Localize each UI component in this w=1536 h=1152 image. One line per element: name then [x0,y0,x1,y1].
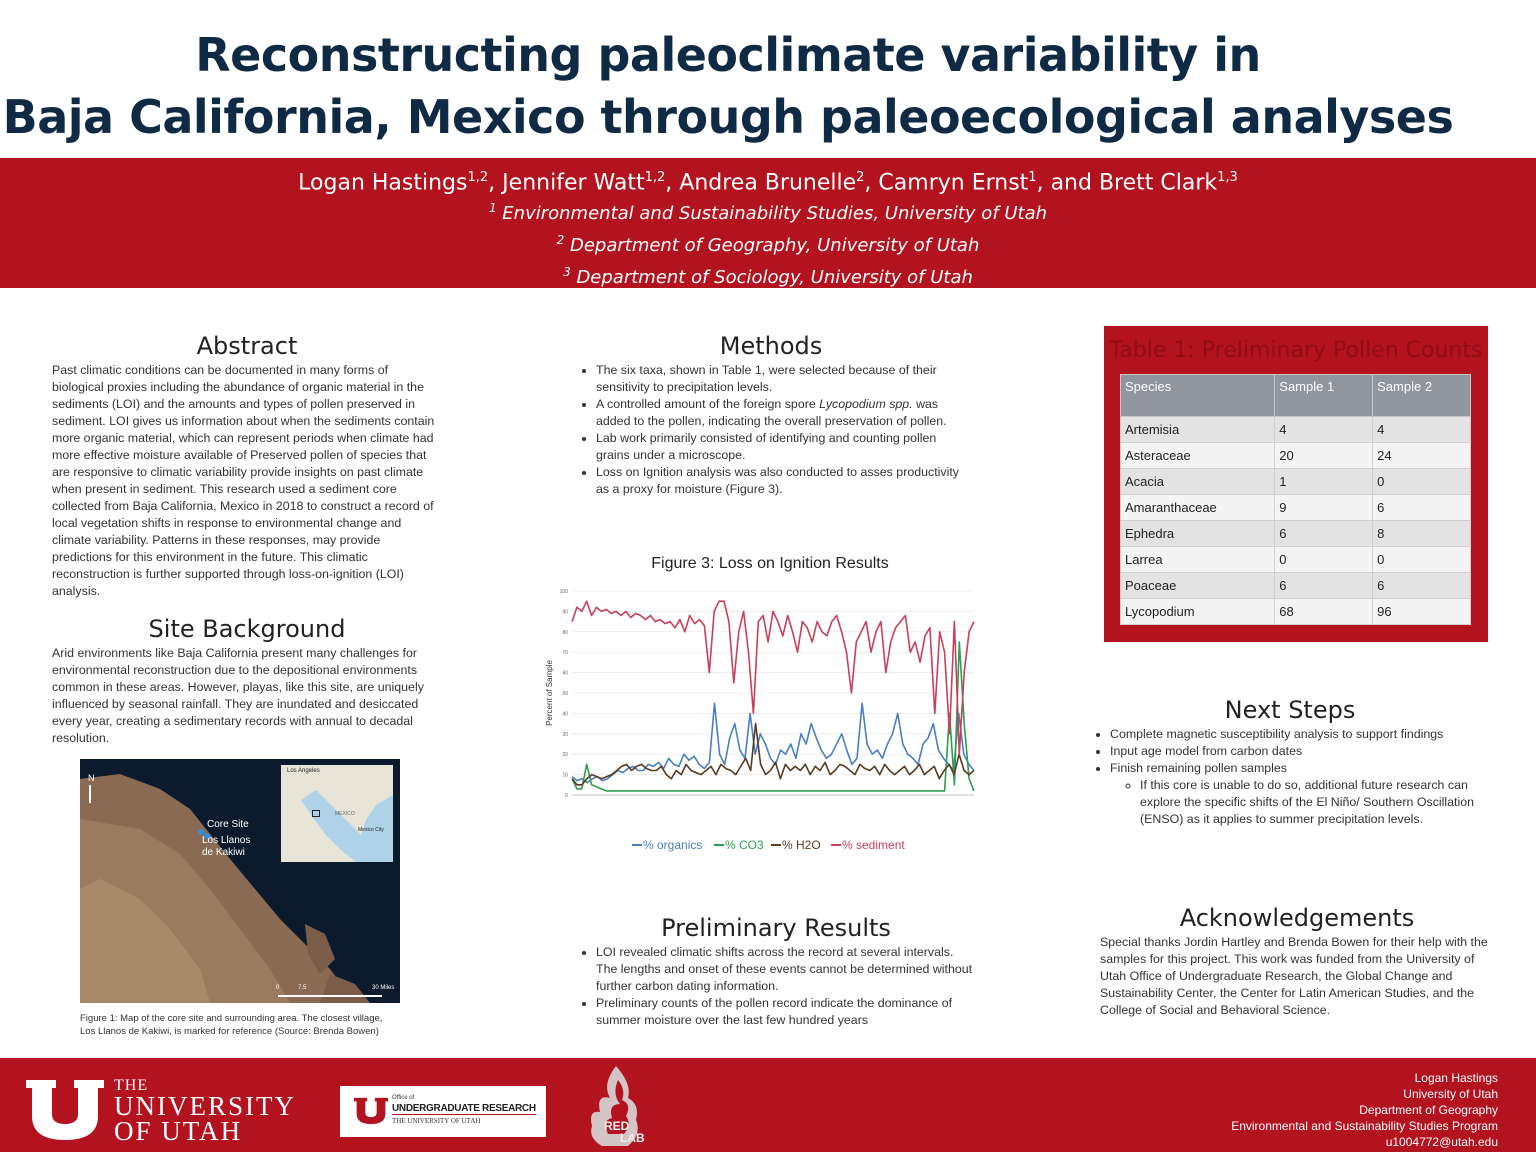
table1-title: Table 1: Preliminary Pollen Counts [1109,338,1483,363]
next-steps-item: • Complete magnetic susceptibility analysis to support findings [1110,726,1490,743]
table-row [1121,469,1471,495]
table1-panel [1104,326,1488,642]
methods-heading: Methods [719,332,823,360]
methods-item [596,362,966,396]
methods-item-text: Loss on Ignition analysis was also conducted to asses productivity as a proxy for moisture (Figure 3). [596,465,959,496]
contact-line: Department of Geography [1359,1103,1498,1117]
table-cell: Artemisia [1121,417,1275,443]
table-cell: 6 [1373,495,1471,521]
table-cell: 20 [1275,443,1373,469]
scale-end: 30 Miles [372,985,395,991]
methods-item [596,396,966,430]
y-tick-label: 100 [559,589,568,595]
abstract-heading: Abstract [196,332,298,360]
table-cell: Larrea [1121,547,1275,573]
contact-block [1231,1070,1498,1150]
table-cell: 4 [1275,417,1373,443]
pollen-table [1120,374,1471,625]
series-line-3 [572,601,974,754]
table-row [1121,599,1471,625]
y-tick-label: 40 [562,711,568,718]
table-cell: Amaranthaceae [1121,495,1275,521]
poster-title [0,24,1456,148]
affiliation-text: Department of Sociology, University of Utah [570,267,973,289]
legend-label: % CO3 [725,838,764,852]
table-row [1121,443,1471,469]
our-university: THE UNIVERSITY OF UTAH [392,1117,481,1125]
y-tick-label: 0 [565,793,568,799]
next-steps-list [1090,726,1490,828]
author-separator: , [488,170,503,196]
site-background-section [52,615,442,747]
affiliation-text: Department of Geography, University of Utah [564,235,980,257]
our-office-of: Office of [392,1095,415,1101]
series-line-1 [572,642,974,791]
pollen-table-header [1121,375,1471,417]
y-tick-label: 80 [562,629,568,636]
inset-city-2: Mexico City [358,827,384,833]
red-lab-text-2: LAB [620,1131,645,1145]
table-row [1121,495,1471,521]
results-section [576,914,976,1029]
site-background-heading: Site Background [148,615,346,643]
table-header-cell: Species [1121,375,1275,417]
contact-line: u1004772@utah.edu [1385,1135,1498,1149]
our-title: UNDERGRADUATE RESEARCH [392,1103,536,1114]
table-header-cell: Sample 2 [1373,375,1471,417]
university-wordmark [114,1078,296,1144]
table-cell: 68 [1275,599,1373,625]
table-cell: 6 [1373,573,1471,599]
results-heading: Preliminary Results [661,914,891,942]
core-site-label: Core Site [207,819,249,830]
scale-zero: 0 [276,985,280,991]
author-name: Jennifer Watt [502,170,645,196]
table-cell: 0 [1373,547,1471,573]
inset-country: MEXICO [335,811,355,817]
acknowledgements-text: Special thanks Jordin Hartley and Brenda Bowen for their help with the samples for this project. This work was funded from the University of Utah Office of Undergraduate Research, the Global Change and Sustainability Center, the Center for Latin American Studies, and the College of Social and Behavioral Science. [1100,935,1488,1017]
legend-label: % organics [643,838,703,852]
site-background-text: Arid environments like Baja California present many challenges for environmental reconstruction due to the depositional environments common in these areas. However, playas, like this site, are uniquely influenced by seasonal rainfall. They are inundated and desiccated every year, creating a sedimentary records with annual to decadal resolution. [52,646,424,745]
table-cell: 0 [1275,547,1373,573]
table-cell: Acacia [1121,469,1275,495]
table-row [1121,521,1471,547]
author-affiliation-index: 1 [1028,170,1037,185]
wordmark-university: UNIVERSITY [114,1091,296,1121]
acknowledgements-heading: Acknowledgements [1179,904,1415,932]
methods-item-text: Lab work primarily consisted of identifying and counting pollen grains under a microscope. [596,431,937,462]
abstract-text: Past climatic conditions can be documented in many forms of biological proxies including the abundance of organic material in the sediments (LOI) and the amounts and types of pollen preserved in sediment. LOI gives us information about when the sediments contain more organic material, which can represent periods when climate had more effective moisture available of Preserved pollen of species that are responsive to climatic variability provide insights on past climate when present in sediment. This research used a sediment core collected from Baja California, Mexico in 2018 to construct a record of local vegetation shifts in response to environmental change and climate variability. Patterns in these responses, may provide predictions for this environment in the future. This climatic reconstruction is further supported through loss-on-ignition (LOI) analysis. [52,363,435,598]
next-steps-section [1090,696,1490,828]
footer-bar [0,1058,1536,1152]
table-cell: 24 [1373,443,1471,469]
university-u-logo-icon [26,1080,104,1140]
y-tick-label: 50 [562,691,568,697]
legend-label: % sediment [842,838,905,852]
table-cell: 9 [1275,495,1373,521]
y-tick-label: 20 [562,752,568,759]
inset-map [281,765,393,862]
author-affiliation-index: 1,2 [467,170,489,185]
chart-title: Figure 3: Loss on Ignition Results [651,555,889,572]
title-line-1: Reconstructing paleoclimate variability in [195,28,1261,82]
author-separator: , and [1036,170,1099,196]
map-caption-line-2: Los Llanos de Kakiwi, is marked for reference (Source: Brenda Bowen) [80,1026,379,1037]
table-cell: Lycopodium [1121,599,1275,625]
inset-city-1: Los Angeles [287,768,320,774]
author-name: Camryn Ernst [878,170,1029,196]
author-name: Brett Clark [1098,170,1218,196]
author-affiliation-index: 1,2 [644,170,666,185]
next-steps-sublist [1110,777,1490,828]
author-list [0,170,1536,195]
scale-bar [278,995,382,997]
table-cell: 1 [1275,469,1373,495]
author-name: Logan Hastings [298,170,468,196]
red-lab-text-1: RED [604,1119,630,1133]
table-row [1121,573,1471,599]
village-label-line-1: Los Llanos [202,835,251,846]
north-arrow-label: N [88,773,95,783]
table-cell: 8 [1373,521,1471,547]
methods-section [576,332,966,498]
contact-line: University of Utah [1403,1087,1498,1101]
author-separator: , [864,170,879,196]
acknowledgements-section [1100,904,1494,1019]
our-logo [340,1086,546,1137]
author-separator: , [665,170,680,196]
contact-line: Environmental and Sustainability Studies Program [1231,1119,1498,1133]
methods-item-text: The six taxa, shown in Table 1, were selected because of their sensitivity to precipitation levels. [596,363,937,394]
methods-item-text: A controlled amount of the foreign spore [596,397,820,411]
next-steps-subitem: ◦ If this core is unable to do so, additional future research can explore the specific shifts of the El Niño/ Southern Oscillation (ENSO) as it applies to summer precipitation levels. [1140,777,1490,828]
methods-item [596,464,966,498]
author-banner [0,158,1536,288]
table-cell: 0 [1373,469,1471,495]
affiliation-index: 3 [563,265,571,280]
next-steps-item: • Input age model from carbon dates [1110,743,1490,760]
table-cell: 6 [1275,573,1373,599]
table-cell: 96 [1373,599,1471,625]
y-tick-label: 90 [562,609,568,616]
methods-item [596,430,966,464]
y-tick-label: 70 [562,650,568,657]
red-lab-text [604,1120,645,1144]
y-tick-label: 10 [562,772,568,779]
table-cell: 4 [1373,417,1471,443]
table-cell: Asteraceae [1121,443,1275,469]
y-tick-label: 30 [562,731,568,738]
affiliation-index: 1 [488,201,497,216]
wordmark-the: THE [114,1077,149,1094]
table-row [1121,547,1471,573]
affiliation-text: Environmental and Sustainability Studies, University of Utah [496,203,1048,225]
contact-line: Logan Hastings [1414,1071,1498,1085]
inset-locator-box [312,810,320,817]
y-tick-label: 60 [562,670,568,677]
table-row [1121,417,1471,443]
author-affiliation-index: 2 [856,170,865,185]
results-item: • Preliminary counts of the pollen record indicate the dominance of summer moisture over the last few hundred years [596,995,976,1029]
village-label-line-2: de Kakiwi [202,847,245,858]
loi-chart [540,555,980,855]
chart-plot [540,581,980,861]
methods-list [576,362,966,498]
next-steps-heading: Next Steps [1224,696,1356,724]
y-axis-label: Percent of Sample [545,660,554,726]
table-header-cell: Sample 1 [1275,375,1373,417]
methods-item-text-post: was added to the pollen, indicating the overall preservation of pollen. [596,397,947,428]
map-caption-line-1: Figure 1: Map of the core site and surrounding area. The closest village, [80,1013,383,1024]
affiliation-index: 2 [556,233,565,248]
table-cell: Ephedra [1121,521,1275,547]
author-name: Andrea Brunelle [679,170,857,196]
results-list [576,944,976,1029]
scale-mid: 7.5 [298,985,307,991]
table-cell: 6 [1275,521,1373,547]
our-u-logo-icon [354,1096,388,1126]
affiliation-line [0,195,1536,227]
site-map [80,759,400,1003]
results-item: • LOI revealed climatic shifts across the record at several intervals. The lengths and onset of these events cannot be determined without further carbon dating information. [596,944,976,995]
wordmark-of-utah: OF UTAH [114,1116,243,1146]
affiliation-line [0,259,1536,291]
abstract-section [52,332,442,600]
methods-item-italic: Lycopodium spp. [819,397,913,411]
pollen-table-body [1121,417,1471,625]
map-caption [80,1012,420,1038]
north-arrow-icon [89,785,91,803]
legend-label: % H2O [782,838,821,852]
title-line-2: Baja California, Mexico through paleoecological analyses [2,90,1454,144]
table-cell: Poaceae [1121,573,1275,599]
author-affiliation-index: 1,3 [1217,170,1238,185]
village-label [202,835,250,859]
affiliation-line [0,227,1536,259]
affiliation-list [0,195,1536,291]
next-steps-item: • Finish remaining pollen samples ◦ If this core is unable to do so, additional future research can explore the specific shifts of the El Niño/ Southern Oscillation (ENSO) as it applies to summer precipitation levels. [1110,760,1490,828]
